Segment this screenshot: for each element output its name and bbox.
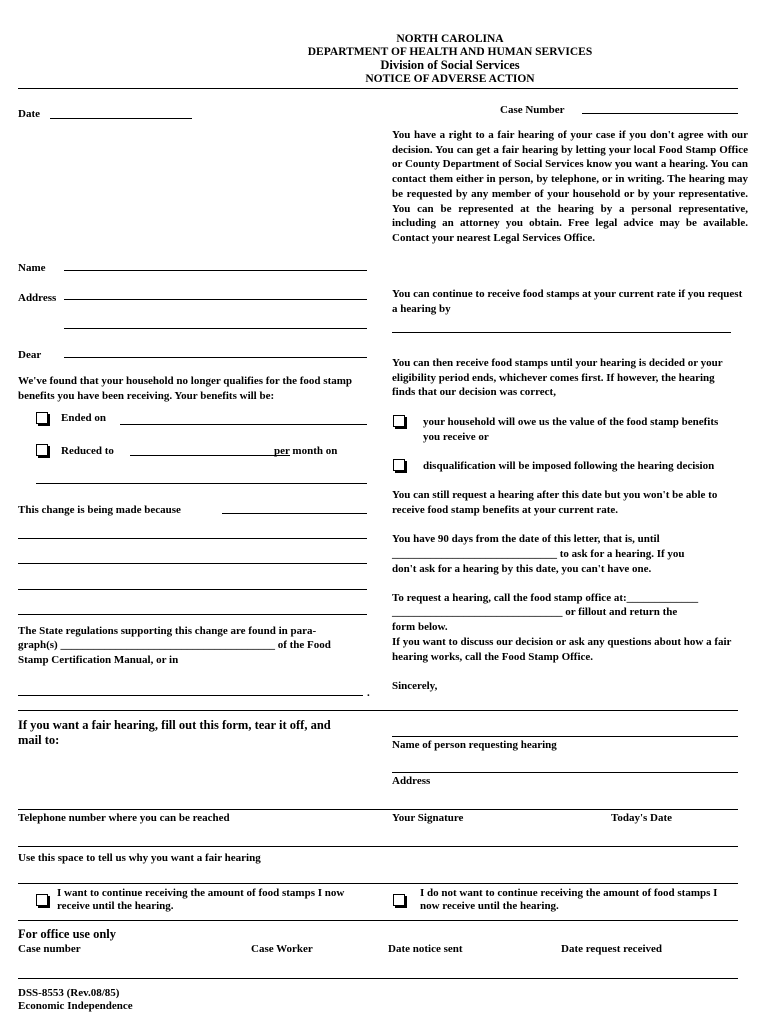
per-month-label: per month on (274, 445, 338, 457)
request-line-3: form below. (392, 621, 448, 633)
reduced-label: Reduced to (61, 445, 114, 457)
name-label: Name (18, 262, 46, 274)
requester-address-field[interactable] (392, 772, 738, 773)
regs-line-3: Stamp Certification Manual, or in (18, 654, 179, 666)
address-label: Address (18, 292, 57, 304)
regs-line-2: graph(s) _______________________________________ of the Food (18, 639, 331, 651)
reason-field-1[interactable] (222, 513, 367, 514)
reason-field-3[interactable] (18, 563, 367, 564)
continue-text: You can continue to receive food stamps at your current rate if you request a hearing by (392, 288, 743, 315)
office-case-worker-label: Case Worker (251, 943, 313, 955)
signature-label: Your Signature (392, 812, 464, 824)
sincerely-text: Sincerely, (392, 680, 438, 692)
days-line-1: You have 90 days from the date of this letter, that is, until (392, 533, 660, 545)
name-field[interactable] (64, 270, 367, 271)
manual-field[interactable] (18, 695, 363, 696)
rights-text: You have a right to a fair hearing of your case if you don't agree with our decision. You can get a fair hearing by letting your local Food Stamp Office or County Department of Social Services know you want a hearing. You can contact them either in person, by telephone, or in writing. The hearing may be requested by any member of your household or by your representative. You can be represented at the hearing by a personal representative, including an attorney you obtain. Free legal advice may be available. Contact your nearest Legal Services Office. (392, 129, 748, 244)
request-line-2: _______________________________ or fillout and return the (392, 606, 678, 618)
header-division: Division of Social Services (380, 58, 520, 72)
header-rule (18, 88, 738, 89)
address-field-1[interactable] (64, 299, 367, 300)
then-text: You can then receive food stamps until your hearing is decided or your eligibility period ends, whichever comes first. If however, the hearing finds that our decision was correct, (392, 357, 723, 399)
requester-name-label: Name of person requesting hearing (392, 739, 557, 751)
form-number: DSS-8553 (Rev.08/85) (18, 987, 120, 999)
office-case-number-label: Case number (18, 943, 81, 955)
owe-checkbox[interactable] (393, 415, 405, 427)
reduced-date-field[interactable] (36, 483, 367, 484)
page-title: NOTICE OF ADVERSE ACTION (365, 73, 535, 85)
header-department: DEPARTMENT OF HEALTH AND HUMAN SERVICES (307, 46, 593, 58)
hearing-date-field[interactable] (392, 332, 731, 333)
program-name: Economic Independence (18, 1000, 133, 1012)
period: . (367, 687, 370, 699)
office-use-title: For office use only (18, 927, 117, 941)
dear-label: Dear (18, 349, 42, 361)
reason-space-rule (18, 846, 738, 847)
reason-field-5[interactable] (18, 614, 367, 615)
regs-line-1: The State regulations supporting this change are found in para- (18, 625, 317, 637)
address-field-2[interactable] (64, 328, 367, 329)
owe-text: your household will owe us the value of the food stamp benefits you receive or (423, 416, 719, 443)
found-text: We've found that your household no longer qualifies for the food stamp benefits you have been receiving. Your benefits will be: (18, 375, 353, 402)
case-number-label: Case Number (500, 104, 565, 116)
fair-hearing-title: If you want a fair hearing, fill out this form, tear it off, and mail to: (18, 718, 331, 747)
use-space-label: Use this space to tell us why you want a fair hearing (18, 852, 261, 864)
todays-date-label: Today's Date (611, 812, 673, 824)
change-label: This change is being made because (18, 504, 181, 516)
stop-benefits-text: I do not want to continue receiving the amount of food stamps I now receive until the hearing. (420, 887, 718, 912)
dear-field[interactable] (64, 357, 367, 358)
ended-date-field[interactable] (120, 424, 367, 425)
days-line-2: ______________________________ to ask for a hearing. If you (392, 548, 685, 560)
reduced-checkbox[interactable] (36, 444, 48, 456)
disqualification-checkbox[interactable] (393, 459, 405, 471)
requester-name-field[interactable] (392, 736, 738, 737)
ended-checkbox[interactable] (36, 412, 48, 424)
tear-off-rule (18, 710, 738, 711)
reduced-amount-field[interactable] (130, 455, 290, 456)
request-line-1: To request a hearing, call the food stamp office at:_____________ (392, 592, 699, 604)
office-date-received-label: Date request received (561, 943, 663, 955)
date-field[interactable] (50, 118, 192, 119)
office-use-rule (18, 920, 738, 921)
telephone-label: Telephone number where you can be reached (18, 812, 230, 824)
case-number-field[interactable] (582, 113, 738, 114)
requester-address-label: Address (392, 775, 431, 787)
office-fields-rule[interactable] (18, 978, 738, 979)
continue-benefits-checkbox[interactable] (36, 894, 48, 906)
date-label: Date (18, 108, 40, 120)
reason-field-4[interactable] (18, 589, 367, 590)
reason-field-2[interactable] (18, 538, 367, 539)
stop-benefits-checkbox[interactable] (393, 894, 405, 906)
days-line-3: don't ask for a hearing by this date, you can't have one. (392, 563, 652, 575)
discuss-text: If you want to discuss our decision or ask any questions about how a fair hearing works, call the Food Stamp Office. (392, 636, 732, 663)
office-date-notice-label: Date notice sent (388, 943, 463, 955)
reason-field[interactable] (18, 883, 738, 884)
still-request-text: You can still request a hearing after this date but you won't be able to receive food stamp benefits at your current rate. (392, 489, 718, 516)
continue-benefits-text: I want to continue receiving the amount of food stamps I now receive until the hearing. (57, 887, 345, 912)
disqualification-text: disqualification will be imposed following the hearing decision (423, 460, 715, 472)
ended-label: Ended on (61, 412, 106, 424)
header-state: NORTH CAROLINA (396, 33, 504, 45)
telephone-signature-rule[interactable] (18, 809, 738, 810)
